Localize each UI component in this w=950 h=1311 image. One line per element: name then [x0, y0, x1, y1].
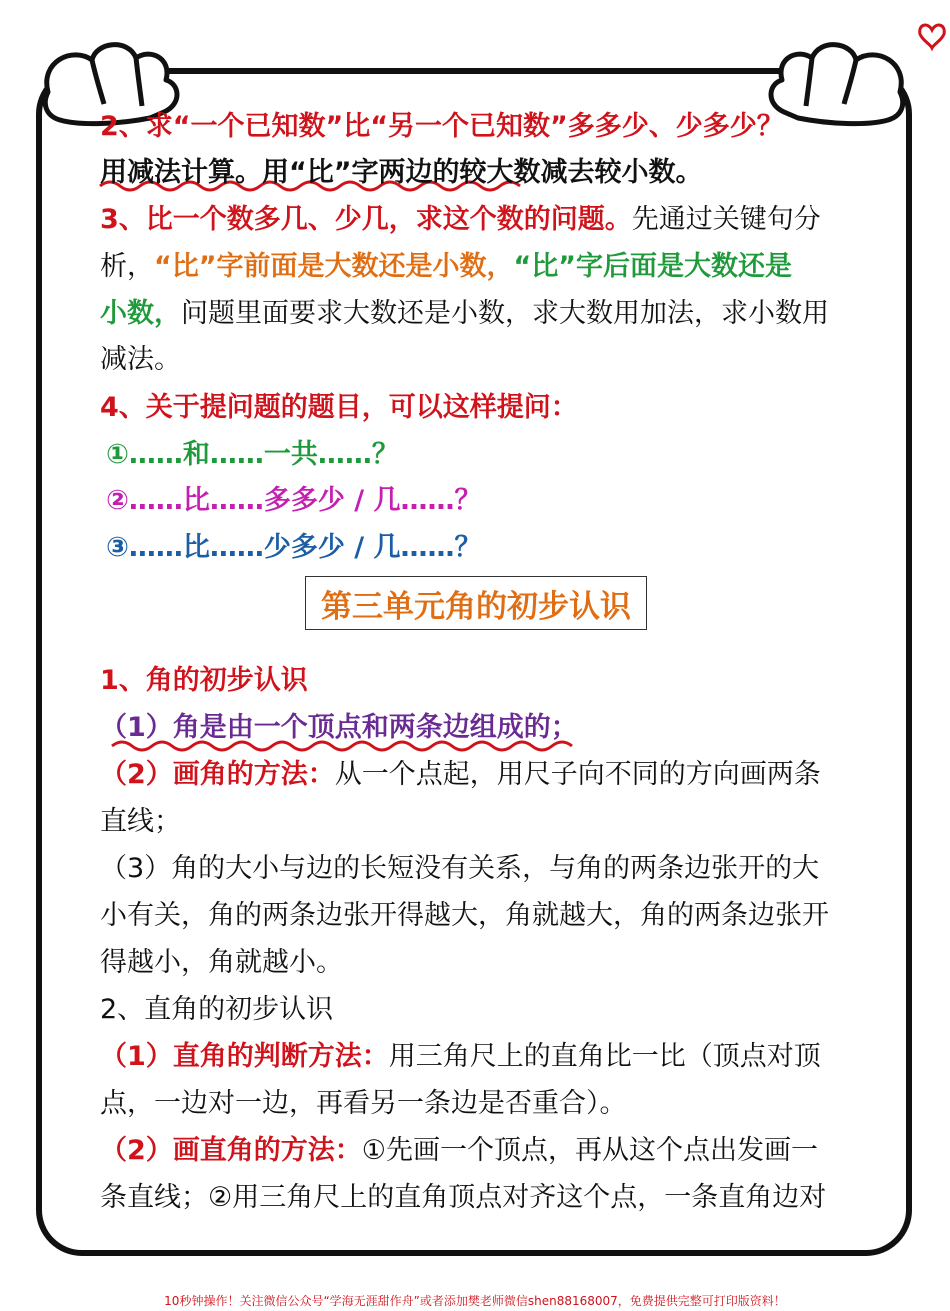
s2-question: 2、求“一个已知数”比“另一个已知数”多多少、少多少？	[100, 111, 784, 142]
s3-line2-a: 析，	[100, 251, 154, 282]
p2-item1-text: 用三角尺上的直角比一比（顶点对顶	[388, 1041, 821, 1072]
p1-item-3-line-3: 得越小，角就越小。	[100, 947, 343, 978]
s3-line3-b: 问题里面要求大数还是小数，求大数用加法，求小数用	[181, 298, 829, 329]
p2-item1-label: （1）直角的判断方法：	[100, 1041, 389, 1072]
s3-line-3	[100, 297, 829, 331]
s4-head: 4、关于提问题的题目，可以这样提问：	[100, 392, 578, 423]
p2-head: 2、直角的初步认识	[100, 994, 334, 1025]
p1-item-3-line-1: （3）角的大小与边的长短没有关系，与角的两条边张开的大	[100, 853, 820, 884]
p2-item2-label: （2）画直角的方法：	[100, 1135, 362, 1166]
s3-line-2	[100, 250, 792, 284]
p2-item-1	[100, 1040, 821, 1074]
s3-line-4: 减法。	[100, 344, 181, 375]
footer-note: 10秒钟操作！关注微信公众号“学海无涯甜作舟”或者添加樊老师微信shen88168007，免费提供完整可打印版资料！	[164, 1294, 786, 1308]
p2-item-1-cont: 点，一边对一边，再看另一条边是否重合）。	[100, 1088, 627, 1119]
p1-item-3-line-2: 小有关，角的两条边张开得越大，角就越大，角的两条边张开	[100, 900, 829, 931]
p1-item-1: （1）角是由一个顶点和两条边组成的；	[100, 712, 578, 743]
p2-item-2	[100, 1134, 818, 1168]
p1-head: 1、角的初步认识	[100, 665, 308, 696]
p2-item2-text: ①先画一个顶点，再从这个点出发画一	[361, 1135, 819, 1166]
p1-item-2-cont: 直线；	[100, 806, 181, 837]
s4-item-2: ②……比……多多少 / 几……？	[106, 485, 482, 516]
s3-text-a: 先通过关键句分	[631, 204, 821, 235]
s3-line3-a: 小数，	[100, 298, 181, 329]
unit-title: 第三单元角的初步认识	[305, 576, 647, 630]
p1-item-2	[100, 758, 821, 792]
heart-icon	[920, 25, 945, 48]
s3-line2-b: “比”字前面是大数还是小数，	[154, 251, 514, 282]
s3-line2-c: “比”字后面是大数还是	[513, 251, 792, 282]
s4-item-1: ①……和……一共……？	[106, 439, 399, 470]
s4-item-3: ③……比……少多少 / 几……？	[106, 532, 482, 563]
s3-head: 3、比一个数多几、少几，求这个数的问题。	[100, 204, 632, 235]
right-hand-icon	[771, 45, 903, 124]
p1-item2-label: （2）画角的方法：	[100, 759, 335, 790]
p1-item2-text: 从一个点起，用尺子向不同的方向画两条	[334, 759, 821, 790]
s2-answer: 用减法计算。用“比”字两边的较大数减去较小数。	[100, 157, 703, 188]
s3-line-1	[100, 203, 821, 237]
p2-item-2-cont: 条直线；②用三角尺上的直角顶点对齐这个点，一条直角边对	[100, 1182, 827, 1213]
